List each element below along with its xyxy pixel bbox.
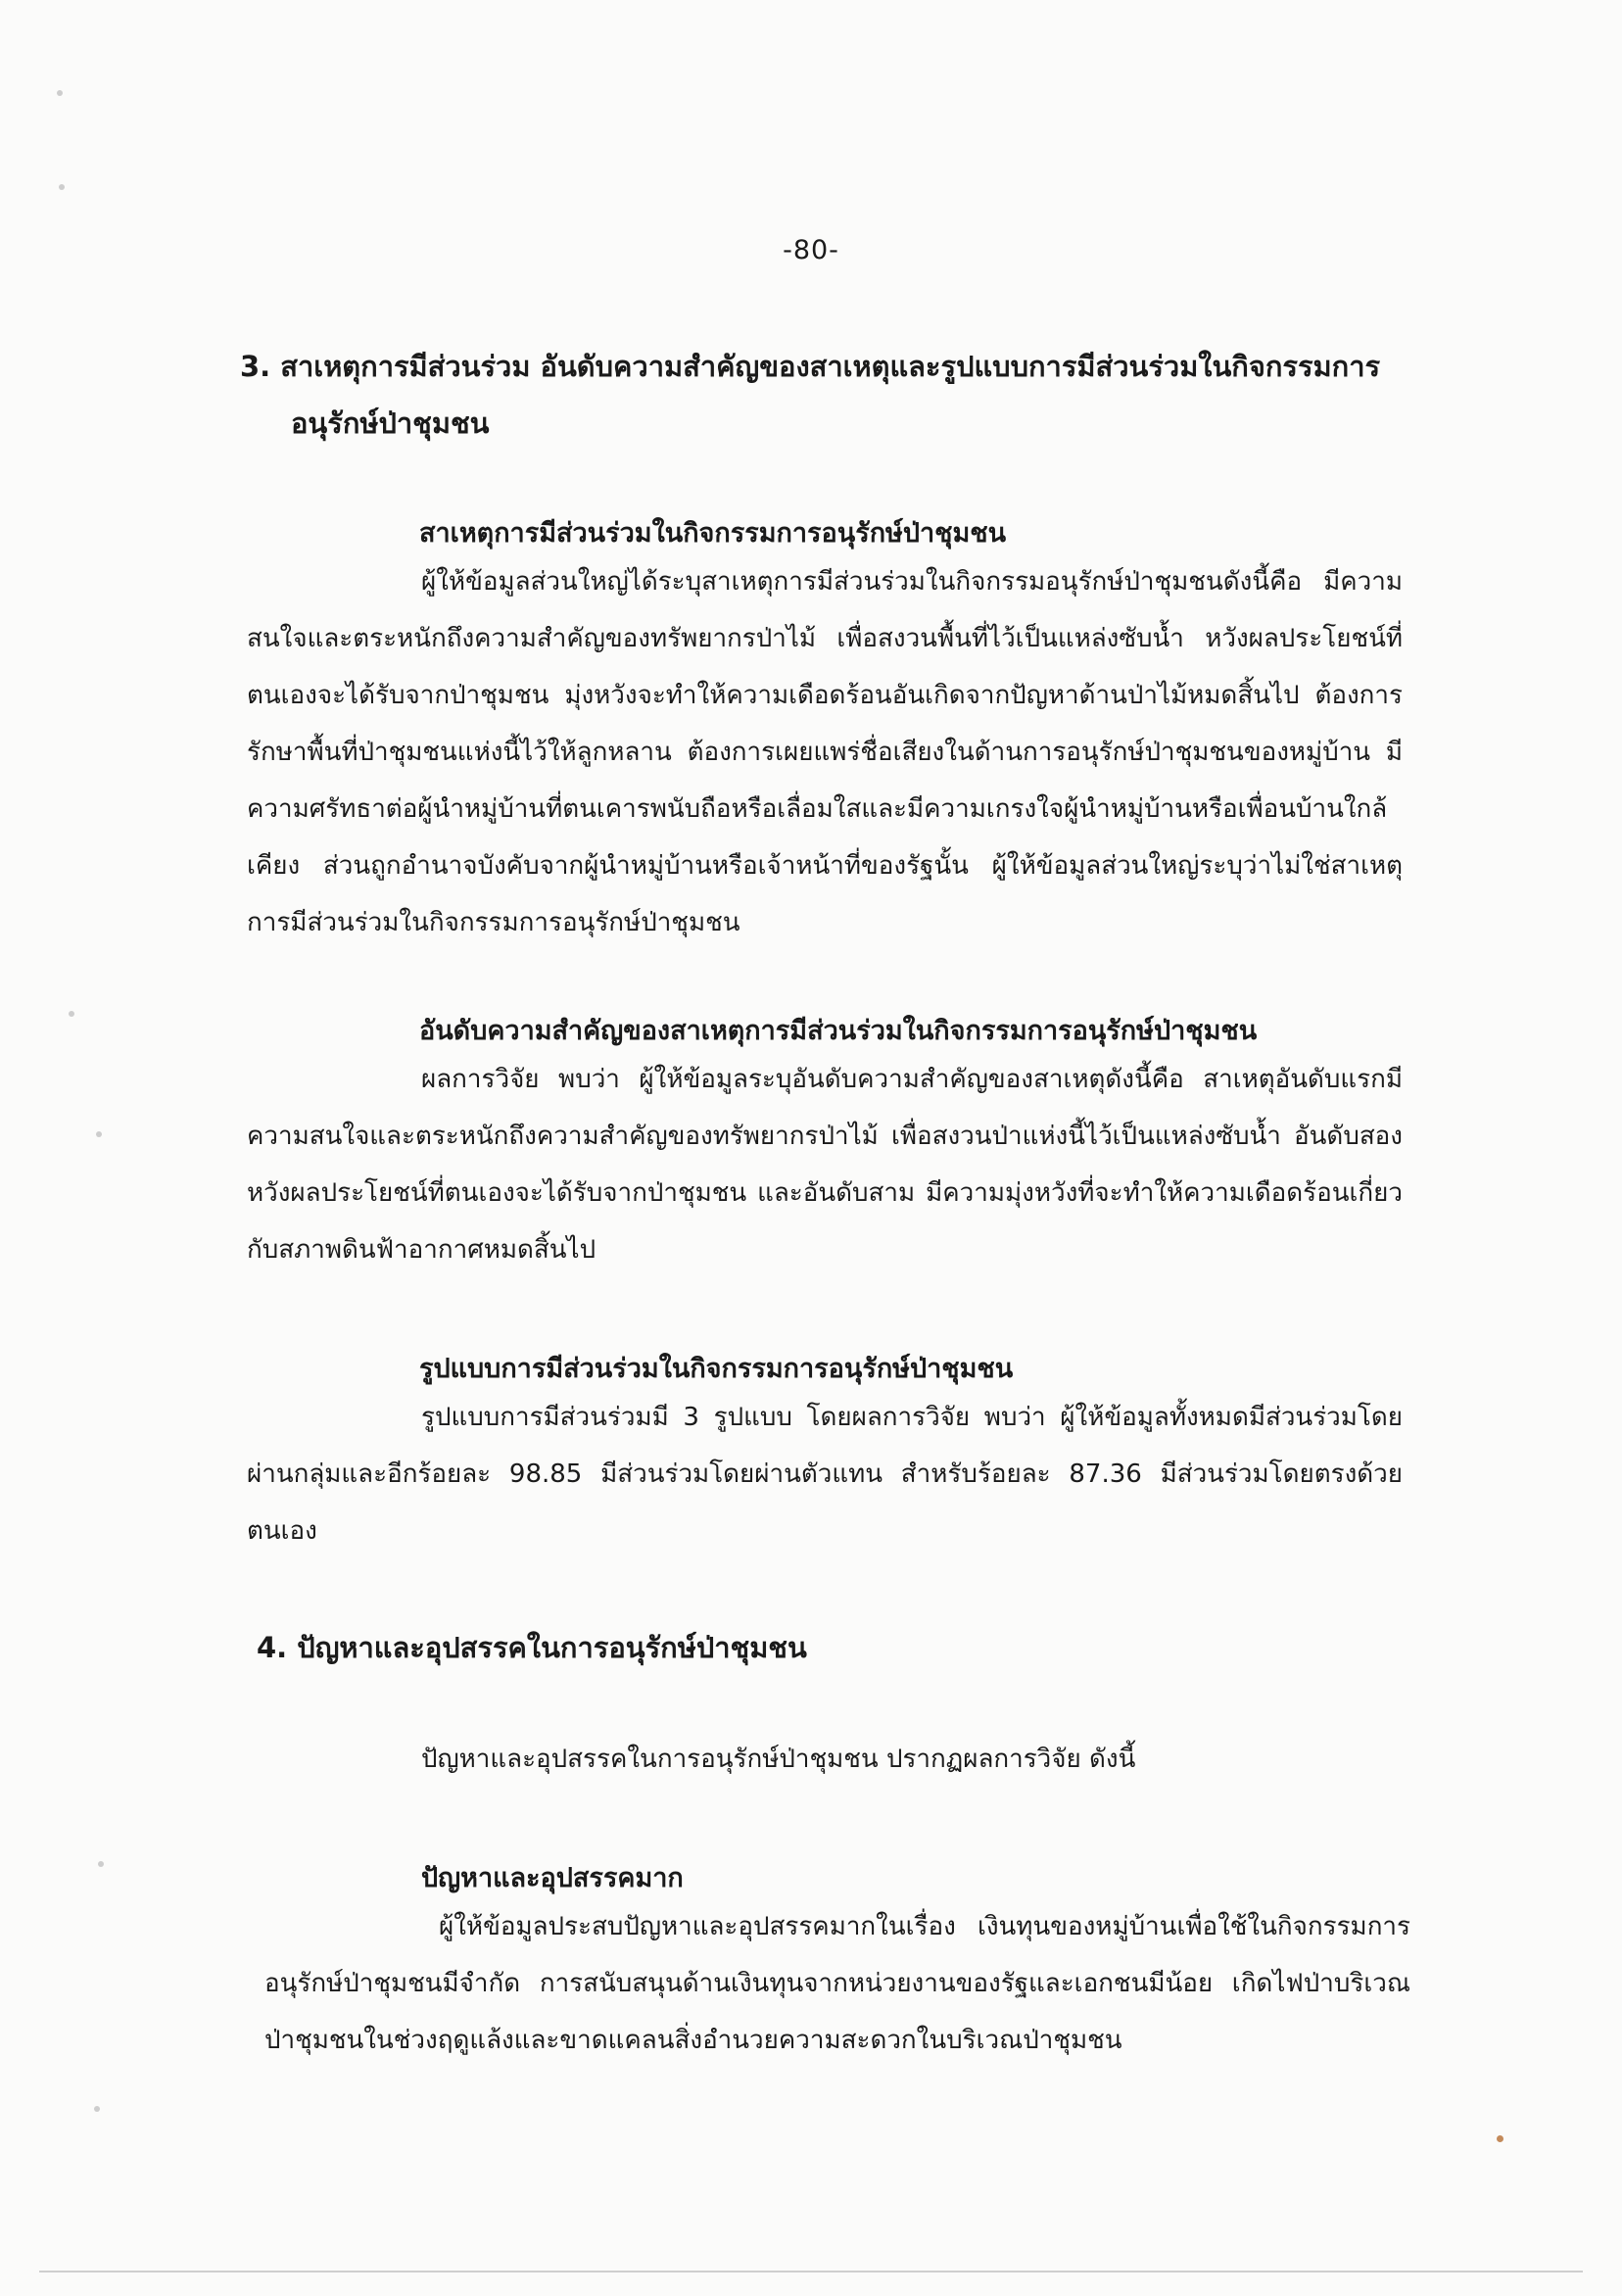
subsection-title-priority: อันดับความสำคัญของสาเหตุการมีส่วนร่วมในกิจกรรมการอนุรักษ์ป่าชุมชน [419, 1016, 1258, 1046]
scan-speck [1497, 2135, 1503, 2142]
page-bottom-edge [39, 2271, 1583, 2272]
paragraph-forms: รูปแบบการมีส่วนร่วมมี 3 รูปแบบ โดยผลการวิจัย พบว่า ผู้ให้ข้อมูลทั้งหมดมีส่วนร่วมโดยผ่านกลุ่มและอีกร้อยละ 98.85 มีส่วนร่วมโดยผ่านตัวแทน สำหรับร้อยละ 87.36 มีส่วนร่วมโดยตรงด้วยตนเอง [247, 1403, 1403, 1546]
subsection-title-major-problems: ปัญหาและอุปสรรคมาก [421, 1863, 684, 1893]
paragraph-priority: ผลการวิจัย พบว่า ผู้ให้ข้อมูลระบุอันดับความสำคัญของสาเหตุดังนี้คือ สาเหตุอันดับแรกมีความสนใจและตระหนักถึงความสำคัญของทรัพยากรป่าไม้ เพื่อสงวนป่าแห่งนี้ไว้เป็นแหล่งซับน้ำ อันดับสอง หวังผลประโยชน์ที่ตนเองจะได้รับจากป่าชุมชน และอันดับสาม มีความมุ่งหวังที่จะทำให้ความเดือดร้อนเกี่ยวกับสภาพดินฟ้าอากาศหมดสิ้นไป [247, 1065, 1403, 1265]
section-4-intro: ปัญหาและอุปสรรคในการอนุรักษ์ป่าชุมชน ปรากฏผลการวิจัย ดังนี้ [421, 1745, 1136, 1774]
page-number: -80- [783, 235, 839, 265]
binder-hole-mark [59, 184, 65, 190]
binder-hole-mark [96, 1131, 102, 1137]
section-4-heading: 4. ปัญหาและอุปสรรคในการอนุรักษ์ป่าชุมชน [257, 1631, 807, 1664]
section-3-heading-line-1: 3. สาเหตุการมีส่วนร่วม อันดับความสำคัญของสาเหตุและรูปแบบการมีส่วนร่วมในกิจกรรมการ [240, 350, 1381, 383]
binder-hole-mark [57, 90, 63, 96]
section-3-heading-line-2: อนุรักษ์ป่าชุมชน [291, 407, 490, 440]
subsection-title-forms: รูปแบบการมีส่วนร่วมในกิจกรรมการอนุรักษ์ป่าชุมชน [419, 1354, 1014, 1384]
paragraph-causes: ผู้ให้ข้อมูลส่วนใหญ่ได้ระบุสาเหตุการมีส่วนร่วมในกิจกรรมอนุรักษ์ป่าชุมชนดังนี้คือ มีความสนใจและตระหนักถึงความสำคัญของทรัพยากรป่าไม้ เพื่อสงวนพื้นที่ไว้เป็นแหล่งซับน้ำ หวังผลประโยชน์ที่ตนเองจะได้รับจากป่าชุมชน มุ่งหวังจะทำให้ความเดือดร้อนอันเกิดจากปัญหาด้านป่าไม้หมดสิ้นไป ต้องการรักษาพื้นที่ป่าชุมชนแห่งนี้ไว้ให้ลูกหลาน ต้องการเผยแพร่ชื่อเสียงในด้านการอนุรักษ์ป่าชุมชนของหมู่บ้าน มีความศรัทธาต่อผู้นำหมู่บ้านที่ตนเคารพนับถือหรือเลื่อมใสและมีความเกรงใจผู้นำหมู่บ้านหรือเพื่อนบ้านใกล้เคียง ส่วนถูกอำนาจบังคับจากผู้นำหมู่บ้านหรือเจ้าหน้าที่ของรัฐนั้น ผู้ให้ข้อมูลส่วนใหญ่ระบุว่าไม่ใช่สาเหตุการมีส่วนร่วมในกิจกรรมการอนุรักษ์ป่าชุมชน [247, 567, 1403, 937]
binder-hole-mark [98, 1861, 104, 1867]
paragraph-major-problems: ผู้ให้ข้อมูลประสบปัญหาและอุปสรรคมากในเรื่อง เงินทุนของหมู่บ้านเพื่อใช้ในกิจกรรมการอนุรักษ์ป่าชุมชนมีจำกัด การสนับสนุนด้านเงินทุนจากหน่วยงานของรัฐและเอกชนมีน้อย เกิดไฟป่าบริเวณป่าชุมชนในช่วงฤดูแล้งและขาดแคลนสิ่งอำนวยความสะดวกในบริเวณป่าชุมชน [264, 1912, 1410, 2055]
binder-hole-mark [69, 1011, 74, 1017]
subsection-title-causes: สาเหตุการมีส่วนร่วมในกิจกรรมการอนุรักษ์ป่าชุมชน [419, 518, 1007, 549]
binder-hole-mark [94, 2106, 100, 2112]
